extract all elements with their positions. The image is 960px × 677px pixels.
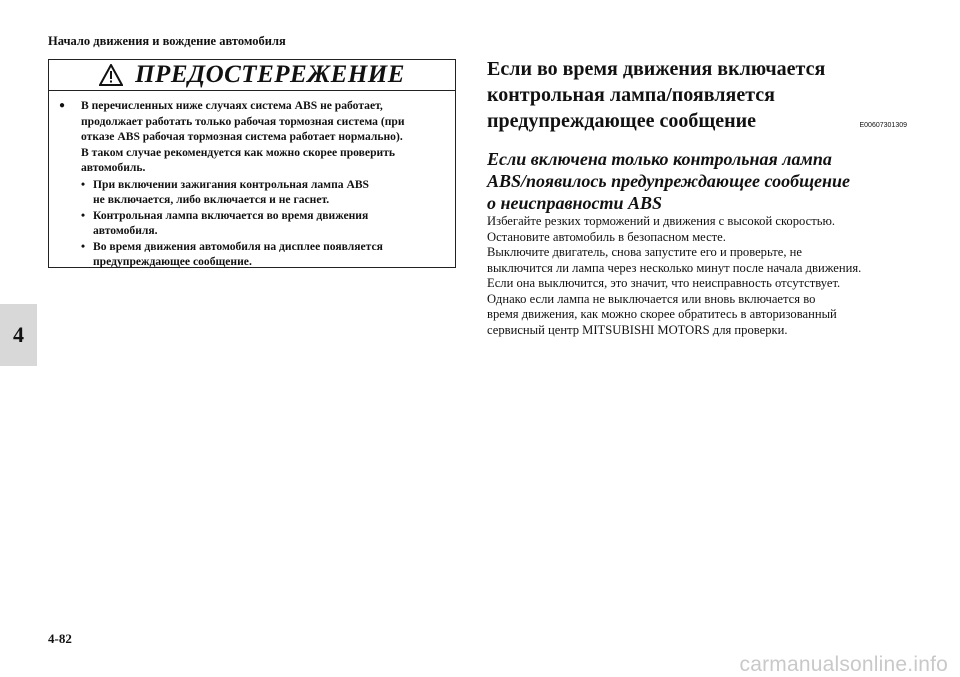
warning-box xyxy=(48,59,456,268)
warning-sub-line: При включении зажигания контрольная лампа ABS xyxy=(93,177,370,191)
section-subheading-line: о неисправности ABS xyxy=(487,193,663,213)
sub-bullet-icon: • xyxy=(81,208,86,222)
warning-sub-line: не включается, либо включается и не гаснет. xyxy=(93,193,330,206)
bullet-icon: ● xyxy=(59,100,66,111)
warning-title: ПРЕДОСТЕРЕЖЕНИЕ xyxy=(135,61,405,88)
warning-main-item xyxy=(59,98,445,270)
body-line: время движения, как можно скорее обратитесь в авторизованный xyxy=(487,307,837,321)
warning-sub-item xyxy=(81,208,405,239)
body-line: Избегайте резких торможений и движения с высокой скоростью. xyxy=(487,214,836,228)
warning-sub-item xyxy=(81,239,405,270)
warning-sub-line: автомобиля. xyxy=(93,224,158,237)
sub-bullet-icon: • xyxy=(81,177,86,191)
section-body xyxy=(487,214,907,338)
section-code: E00607301309 xyxy=(859,122,907,129)
warning-main-line: В перечисленных ниже случаях система ABS не работает, xyxy=(81,99,383,112)
section-subheading-line: ABS/появилось предупреждающее сообщение xyxy=(487,171,851,191)
body-line: Если она выключится, это значит, что неисправность отсутствует. xyxy=(487,276,841,290)
sub-bullet-icon: • xyxy=(81,239,86,253)
section-heading xyxy=(487,56,907,134)
warning-main-text xyxy=(81,98,405,270)
warning-main-line: отказе ABS рабочая тормозная система работает нормально). xyxy=(81,130,403,143)
warning-main-line: автомобиль. xyxy=(81,161,146,174)
body-line: сервисный центр MITSUBISHI MOTORS для проверки. xyxy=(487,322,788,337)
warning-header xyxy=(49,60,455,91)
chapter-number: 4 xyxy=(13,322,24,347)
warning-sub-text xyxy=(93,239,383,270)
running-head: Начало движения и вождение автомобиля xyxy=(48,34,286,48)
section-subheading xyxy=(487,148,907,214)
warning-main-line: В таком случае рекомендуется как можно скорее проверить xyxy=(81,145,396,159)
warning-sub-item xyxy=(81,177,405,208)
section-heading-line: Если во время движения включается xyxy=(487,58,826,80)
section-heading-line: предупреждающее сообщение xyxy=(487,110,757,132)
chapter-tab xyxy=(0,304,37,366)
body-line: Однако если лампа не выключается или вновь включается во xyxy=(487,291,816,306)
body-line: Выключите двигатель, снова запустите его и проверьте, не xyxy=(487,245,802,259)
warning-sub-list xyxy=(81,177,405,270)
body-line: выключится ли лампа через несколько минут после начала движения. xyxy=(487,260,862,275)
warning-sub-text xyxy=(93,208,368,239)
body-line: Остановите автомобиль в безопасном месте. xyxy=(487,229,726,244)
watermark: carmanualsonline.info xyxy=(739,653,948,676)
section-column xyxy=(487,56,907,338)
section-subheading-line: Если включена только контрольная лампа xyxy=(487,149,832,169)
warning-main-line: продолжает работать только рабочая тормозная система (при xyxy=(81,114,405,128)
warning-sub-line: Контрольная лампа включается во время движения xyxy=(93,208,369,222)
warning-sub-text xyxy=(93,177,369,208)
warning-triangle-icon xyxy=(99,64,123,86)
page-number: 4-82 xyxy=(48,631,72,646)
warning-sub-line: Во время движения автомобиля на дисплее появляется xyxy=(93,239,383,253)
section-heading-line: контрольная лампа/появляется xyxy=(487,84,775,106)
warning-sub-line: предупреждающее сообщение. xyxy=(93,255,252,268)
warning-body xyxy=(59,98,445,270)
